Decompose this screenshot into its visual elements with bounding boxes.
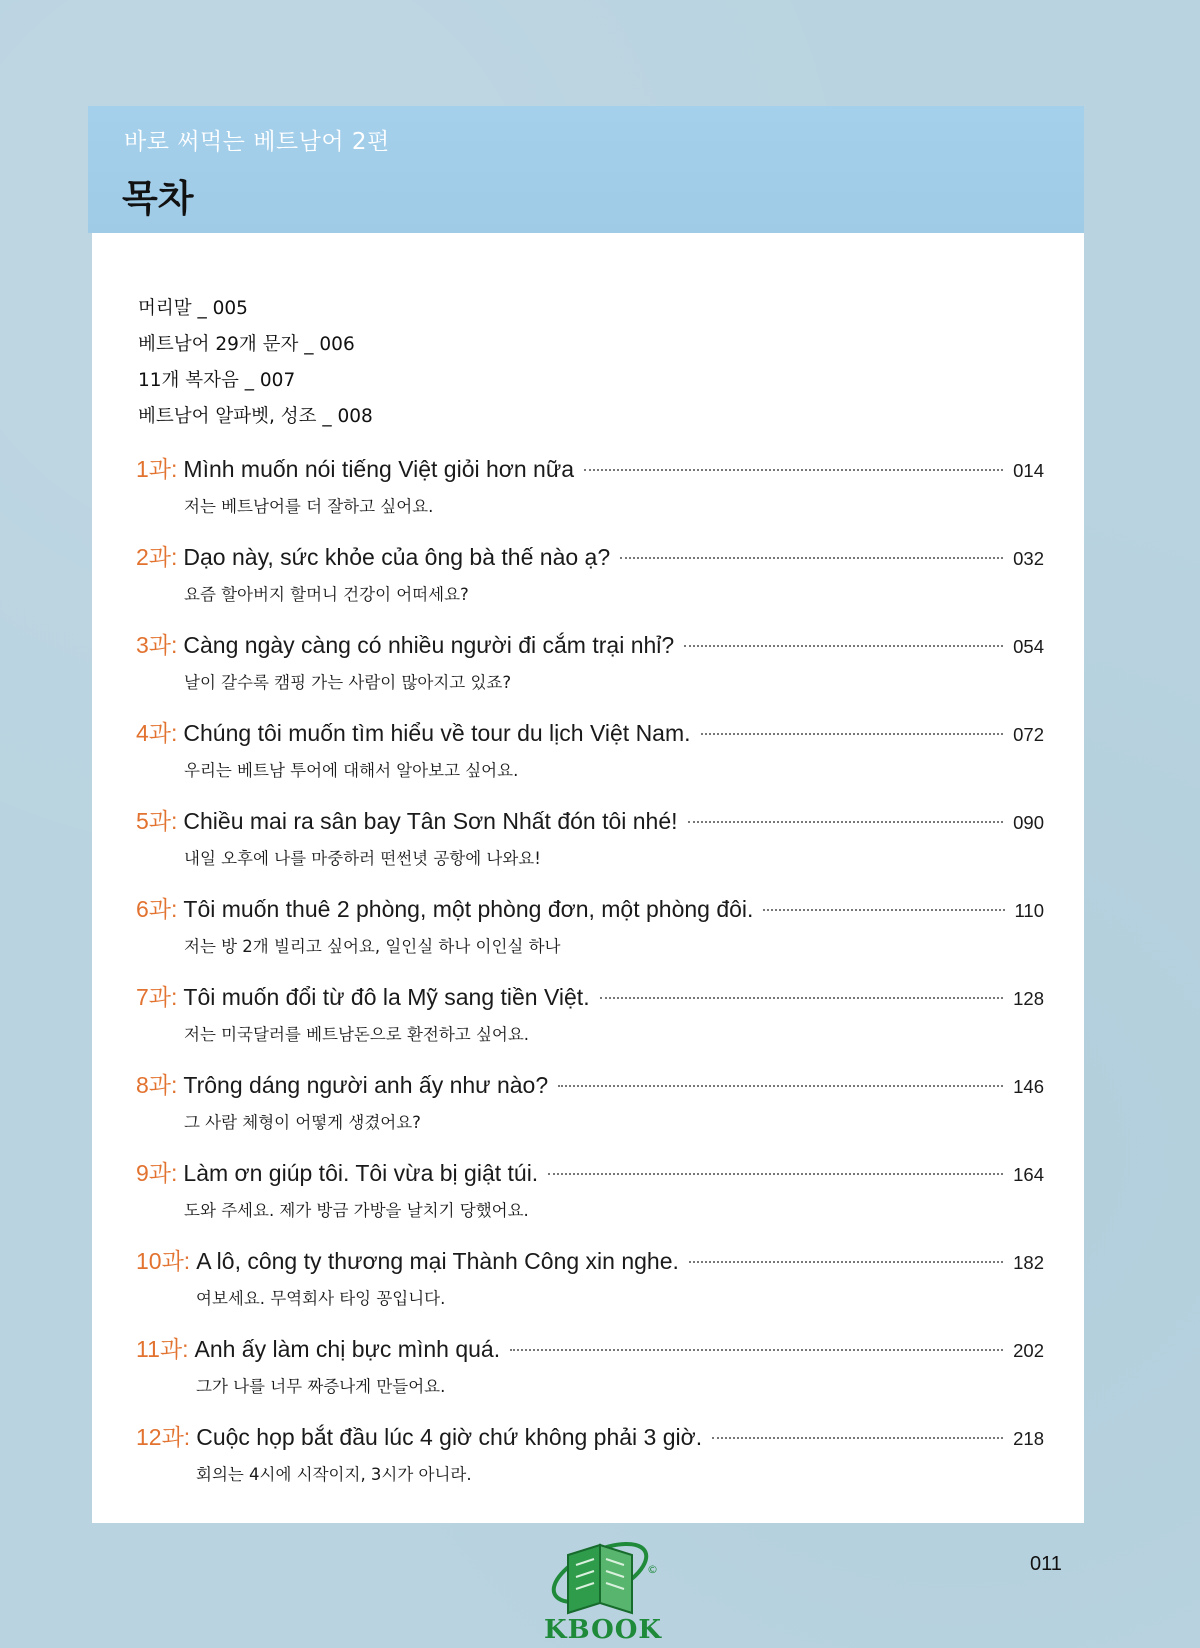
lesson-entry[interactable]: [136, 979, 1044, 1067]
lesson-entry[interactable]: [136, 1067, 1044, 1155]
lesson-page: 218: [1013, 1428, 1044, 1449]
lesson-entry[interactable]: [136, 539, 1044, 627]
lesson-title: Càng ngày càng có nhiều người đi cắm trại nhỉ?: [183, 632, 675, 658]
dot-leader: [712, 1437, 1003, 1439]
front-matter-list: [138, 291, 373, 435]
lesson-title: Mình muốn nói tiếng Việt giỏi hơn nữa: [183, 456, 575, 482]
lesson-number: 4과:: [136, 720, 178, 746]
kbook-logo: [538, 1525, 668, 1645]
dot-leader: [510, 1349, 1003, 1351]
lesson-subtitle: 내일 오후에 나를 마중하러 떤썬녓 공항에 나와요!: [184, 849, 541, 868]
series-title: 바로 써먹는 베트남어 2편: [124, 129, 390, 155]
lesson-page: 032: [1013, 548, 1044, 569]
front-matter-item[interactable]: 베트남어 알파벳, 성조 _ 008: [138, 406, 373, 427]
lesson-page: 182: [1013, 1252, 1044, 1273]
lesson-number: 9과:: [136, 1160, 178, 1186]
lesson-entry[interactable]: [136, 1155, 1044, 1243]
lesson-title: Trông dáng người anh ấy như nào?: [183, 1072, 549, 1098]
front-matter-item[interactable]: 베트남어 29개 문자 _ 006: [138, 334, 355, 355]
lesson-number: 8과:: [136, 1072, 178, 1098]
lesson-entry[interactable]: [136, 1331, 1044, 1419]
lesson-subtitle: 날이 갈수록 캠핑 가는 사람이 많아지고 있죠?: [184, 673, 512, 692]
lesson-page: 146: [1013, 1076, 1044, 1097]
dot-leader: [763, 909, 1004, 911]
lesson-subtitle: 회의는 4시에 시작이지, 3시가 아니라.: [196, 1465, 472, 1484]
page-heading: 목차: [122, 177, 194, 220]
lesson-subtitle: 저는 베트남어를 더 잘하고 싶어요.: [184, 497, 434, 516]
lesson-title: A lô, công ty thương mại Thành Công xin nghe.: [196, 1248, 679, 1274]
lesson-subtitle: 요즘 할아버지 할머니 건강이 어떠세요?: [184, 585, 469, 604]
lesson-subtitle: 저는 미국달러를 베트남돈으로 환전하고 싶어요.: [184, 1025, 530, 1044]
dot-leader: [620, 557, 1003, 559]
lesson-page: 072: [1013, 724, 1044, 745]
dot-leader: [548, 1173, 1003, 1175]
lesson-title: Tôi muốn thuê 2 phòng, một phòng đơn, một phòng đôi.: [183, 896, 754, 922]
lesson-number: 12과:: [136, 1424, 191, 1450]
lesson-subtitle: 우리는 베트남 투어에 대해서 알아보고 싶어요.: [184, 761, 519, 780]
lesson-page: 128: [1013, 988, 1044, 1009]
front-matter-item[interactable]: 머리말 _ 005: [138, 298, 248, 319]
dot-leader: [701, 733, 1004, 735]
lesson-number: 7과:: [136, 984, 178, 1010]
dot-leader: [684, 645, 1003, 647]
toc-panel: [92, 233, 1084, 1523]
lesson-title: Cuộc họp bắt đầu lúc 4 giờ chứ không phải 3 giờ.: [196, 1424, 703, 1450]
front-matter-item[interactable]: 11개 복자음 _ 007: [138, 370, 296, 391]
logo-text: KBOOK: [544, 1615, 662, 1645]
lesson-page: 164: [1013, 1164, 1044, 1185]
dot-leader: [558, 1085, 1003, 1087]
lesson-page: 090: [1013, 812, 1044, 833]
lesson-entry[interactable]: [136, 451, 1044, 539]
lesson-number: 11과:: [136, 1336, 189, 1362]
lesson-entry[interactable]: [136, 627, 1044, 715]
dot-leader: [688, 821, 1004, 823]
lesson-number: 2과:: [136, 544, 178, 570]
lesson-number: 1과:: [136, 456, 178, 482]
copyright-mark: ©: [647, 1563, 658, 1576]
lesson-number: 10과:: [136, 1248, 191, 1274]
lesson-subtitle: 그 사람 체형이 어떻게 생겼어요?: [184, 1113, 421, 1132]
lesson-entry[interactable]: [136, 1243, 1044, 1331]
lesson-title: Làm ơn giúp tôi. Tôi vừa bị giật túi.: [183, 1160, 539, 1186]
lesson-title: Chúng tôi muốn tìm hiểu về tour du lịch Việt Nam.: [183, 720, 691, 746]
lesson-page: 054: [1013, 636, 1044, 657]
lesson-subtitle: 여보세요. 무역회사 타잉 꽁입니다.: [196, 1289, 446, 1308]
header-band: [88, 106, 1084, 233]
lesson-entry[interactable]: [136, 715, 1044, 803]
lesson-list: [136, 451, 1044, 1507]
lesson-page: 014: [1013, 460, 1044, 481]
lesson-subtitle: 그가 나를 너무 짜증나게 만들어요.: [196, 1377, 446, 1396]
lesson-title: Tôi muốn đổi từ đô la Mỹ sang tiền Việt.: [183, 984, 590, 1010]
lesson-title: Dạo này, sức khỏe của ông bà thế nào ạ?: [183, 544, 611, 570]
lesson-title: Chiều mai ra sân bay Tân Sơn Nhất đón tôi nhé!: [183, 808, 678, 834]
lesson-entry[interactable]: [136, 891, 1044, 979]
lesson-number: 6과:: [136, 896, 178, 922]
page-number: 011: [1030, 1553, 1062, 1575]
dot-leader: [600, 997, 1004, 999]
lesson-number: 5과:: [136, 808, 178, 834]
dot-leader: [689, 1261, 1003, 1263]
dot-leader: [584, 469, 1003, 471]
lesson-title: Anh ấy làm chị bực mình quá.: [194, 1336, 501, 1362]
lesson-page: 202: [1013, 1340, 1044, 1361]
lesson-number: 3과:: [136, 632, 178, 658]
lesson-entry[interactable]: [136, 1419, 1044, 1507]
lesson-subtitle: 도와 주세요. 제가 방금 가방을 날치기 당했어요.: [184, 1201, 529, 1220]
lesson-page: 110: [1014, 900, 1044, 921]
lesson-entry[interactable]: [136, 803, 1044, 891]
lesson-subtitle: 저는 방 2개 빌리고 싶어요, 일인실 하나 이인실 하나: [184, 937, 561, 956]
